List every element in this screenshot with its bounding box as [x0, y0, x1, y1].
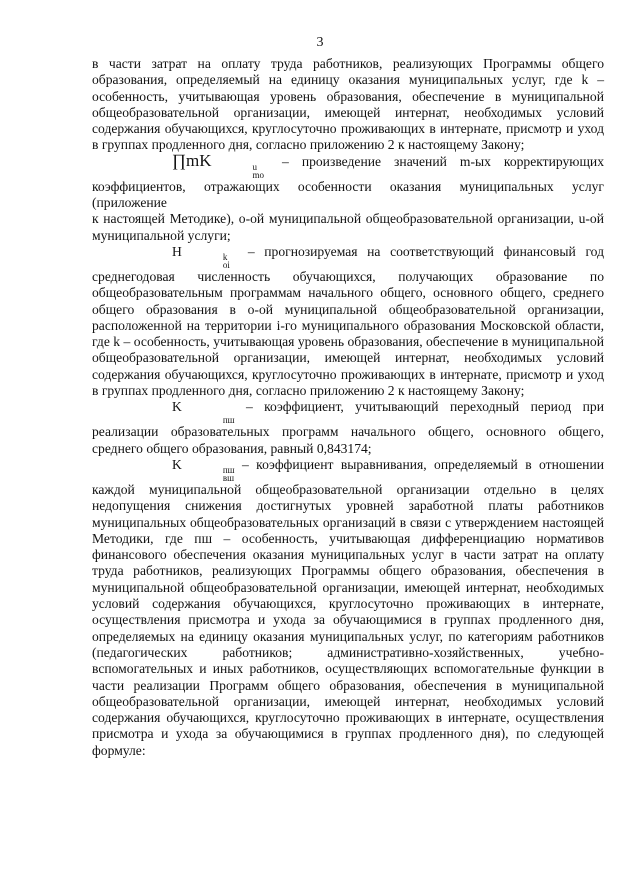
paragraph-product-continuation: к настоящей Методике), o-ой муниципальной общеобразовательной организации, u-ой муниципальной услуги; — [92, 211, 604, 243]
equalization-coefficient-sub: вш — [222, 472, 235, 483]
product-symbol-sub: mo — [252, 169, 265, 180]
student-count-symbol: H k oi — [172, 243, 230, 270]
equalization-coefficient-definition: – коэффициент выравнивания, определяемый в отношении каждой муниципальной общеобразовательной организации отдельно в целях недопущения снижения достигнутых уровней заработной платы работников муниципальных общеобразовательных организаций в связи с утверждением настоящей Методики, где пш – особенность, учитывающая дифференциацию нормативов финансового обеспечения оказания муниципальных услуг в части затрат на оплату труда работников, реализующих Программы общего образования, обеспечения в муниципальной общеобразовательной организации, имеющей интернат, необходимых условий содержания обучающихся, круглосуточно проживающих в интернате, осуществления присмотра и ухода за обучающимися в группах продленного дня, определяемых на единицу оказания муниципальных услуг, по категориям работников (педагогических работников; административно-хозяйственных, учебно-вспомогательных и иных работников, осуществляющих вспомогательные функции в части реализации Программ общего образования, обеспечения в муниципальной общеобразовательной организации, имеющей интернат, необходимых условий содержания обучающихся, круглосуточно проживающих в интернате, осуществления присмотра и ухода за обучающимися в группах продленного дня), по следующей формуле: — [92, 456, 604, 758]
page-number: 3 — [316, 35, 324, 50]
paragraph-student-count — [92, 244, 604, 399]
paragraph-transition-coefficient — [92, 399, 604, 457]
student-count-definition: – прогнозируемая на соответствующий финансовый год среднегодовая численность обучающихся, получающих образование по общеобразовательным программам начального общего, основного общего, среднего общего образования в o-ой муниципальной общеобразовательной организации, расположенной на территории i-го муниципального образования Московской области, где k – особенность, учитывающая уровень образования, обеспечение в муниципальной общеобразовательной организации, имеющей интернат, необходимых условий содержания обучающихся, круглосуточно проживающих в интернате, присмотр и уход в группах продленного дня, согласно приложению 2 к настоящему Закону; — [92, 243, 604, 399]
equalization-coefficient-sup: пш — [222, 464, 235, 475]
transition-coefficient-sub: пш — [222, 415, 235, 426]
product-symbol: ∏mK u mo — [172, 150, 265, 180]
student-count-sup: k — [222, 251, 228, 262]
product-definition-a: – произведение значений m-ых корректирующих коэффициентов, отражающих особенности оказания муниципальных услуг (приложение — [92, 153, 604, 211]
document-body — [92, 56, 604, 759]
paragraph-equalization-coefficient — [92, 457, 604, 759]
transition-coefficient-symbol: K пш — [172, 399, 235, 426]
paragraph-continuation: в части затрат на оплату труда работников, реализующих Программы общего образования, определяемый на единицу оказания муниципальных услуг, где k – особенность, учитывающая уровень образования, обеспечение в муниципальной общеобразовательной организации, имеющей интернат, необходимых условий содержания обучающихся, круглосуточно проживающих в интернате, присмотр и уход в группах продленного дня, согласно приложению 2 к настоящему Закону; — [92, 56, 604, 153]
student-count-sub: oi — [222, 259, 230, 270]
product-symbol-sup: u — [252, 161, 257, 172]
equalization-coefficient-symbol: K пш вш — [172, 456, 235, 483]
paragraph-product-coefficients — [92, 150, 604, 212]
transition-coefficient-definition: – коэффициент, учитывающий переходный период при реализации образовательных программ начального общего, основного общего, среднего общего образования, равный 0,843174; — [92, 399, 605, 456]
